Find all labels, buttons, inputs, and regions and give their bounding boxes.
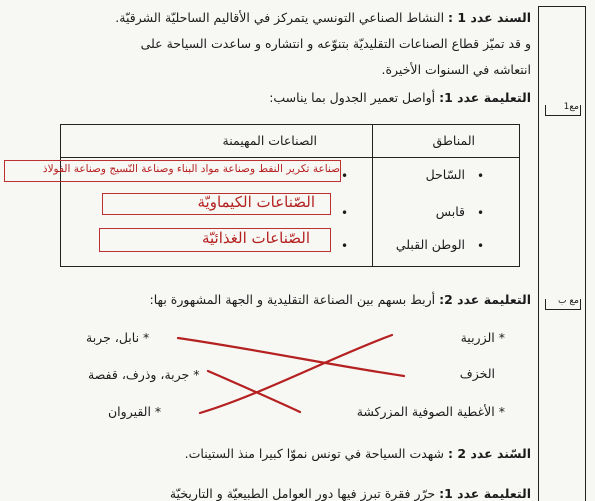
source1-line-1: السند عدد 1 : النشاط الصناعي التونسي يتمركز في الأقاليم الساحليّة الشرقيّة. (115, 10, 531, 25)
craft-item-1: * الزربية (460, 330, 505, 345)
bullet-icon: • (341, 169, 349, 183)
table-row-region-2: قابس (435, 204, 465, 219)
region-item-3: * القيروان (108, 404, 162, 419)
source1-line-3: انتعاشه في السنوات الأخيرة. (381, 62, 531, 77)
handwritten-answer-2: الصّناعات الكيماويّة (197, 193, 315, 211)
handwritten-answer-3: الصّناعات الغذائيّة (201, 229, 310, 247)
bullet-icon: • (341, 206, 349, 220)
source2-line: السّند عدد 2 : شهدت السياحة في تونس نموّا كبيرا منذ الستينات. (184, 446, 531, 461)
table-row-region-3: الوطن القبلي (395, 237, 465, 252)
handwritten-answer-1: صناعة تكرير النفط وصناعة مواد البناء وصناعة النّسيج وصناعة الفولاذ (42, 163, 340, 175)
criterion-label-2: مع ب (558, 296, 579, 306)
table-header-regions: المناطق (432, 133, 475, 148)
table-row-region-1: السّاحل (425, 167, 465, 182)
region-item-2: * جربة، وذرف، قفصة (88, 367, 200, 382)
task2-instruction: التعليمة عدد 2: أربط بسهم بين الصناعة التقليدية و الجهة المشهورة بها: (149, 292, 531, 307)
region-item-1: * نابل، جربة (86, 330, 150, 345)
bullet-icon: • (341, 239, 349, 253)
bullet-icon: • (477, 239, 485, 253)
criterion-label-1: مع1 (563, 102, 579, 112)
task1-instruction: التعليمة عدد 1: أواصل تعمير الجدول بما يناسب: (269, 90, 531, 105)
table-header-industries: الصناعات المهيمنة (222, 133, 317, 148)
bullet-icon: • (477, 169, 485, 183)
craft-item-2: الخزف (459, 366, 495, 381)
bullet-icon: • (477, 206, 485, 220)
source1-line-2: و قد تميّز قطاع الصناعات التقليديّة بتنوّعه و انتشاره و ساعدت السياحة على (140, 36, 531, 51)
task3-instruction: التعليمة عدد 1: حرّر فقرة تبرز فيها دور العوامل الطبيعيّة و التاريخيّة (169, 486, 531, 501)
craft-item-3: * الأغطية الصوفية المزركشة (356, 404, 505, 419)
